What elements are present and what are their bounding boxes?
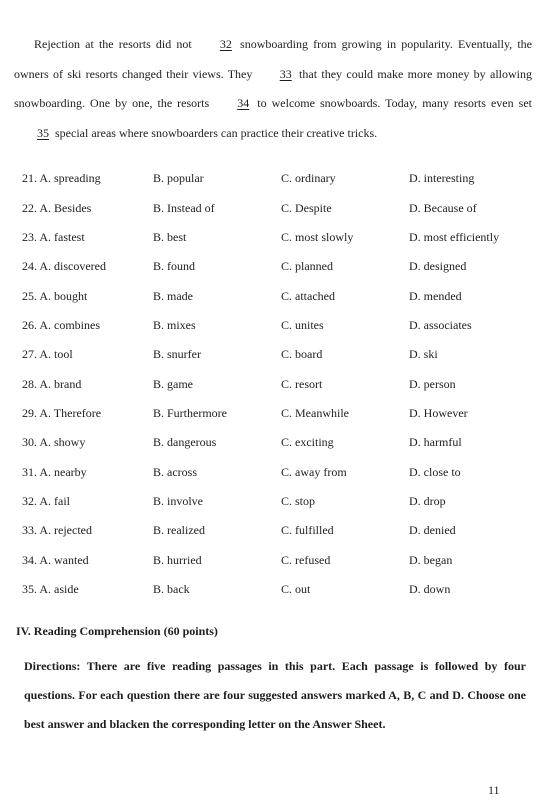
- passage-paragraph: [14, 30, 532, 148]
- question-row: [22, 340, 522, 369]
- option-b: B. realized: [153, 523, 205, 538]
- option-d: D. most efficiently: [409, 229, 500, 244]
- option-d: D. designed: [409, 259, 467, 274]
- option-b: B. found: [153, 259, 195, 274]
- question-row: [22, 545, 522, 574]
- answer-blank-34: 34: [237, 96, 250, 110]
- question-row: [22, 575, 522, 604]
- answer-blank-35: 35: [37, 125, 49, 140]
- question-row: [22, 281, 522, 310]
- option-c: C. unites: [281, 317, 324, 332]
- option-c: C. stop: [281, 493, 316, 508]
- option-c: C. resort: [281, 376, 323, 391]
- section-heading: IV. Reading Comprehension (60 points): [16, 624, 218, 638]
- option-d: D. began: [409, 552, 453, 567]
- option-b: B. Furthermore: [153, 405, 227, 420]
- option-b: B. made: [153, 288, 193, 303]
- option-a: 28. A. brand: [22, 376, 82, 391]
- passage-text: snowboarding from growing in popularity. Eventually, the owners of ski resorts changed their views. They: [14, 37, 532, 81]
- question-row: [22, 487, 522, 516]
- option-b: B. involve: [153, 493, 203, 508]
- option-c: C. board: [281, 347, 323, 362]
- option-b: B. best: [153, 229, 187, 244]
- option-a: 22. A. Besides: [22, 200, 92, 215]
- option-a: 31. A. nearby: [22, 464, 87, 479]
- option-b: B. hurried: [153, 552, 202, 567]
- option-c: C. planned: [281, 259, 333, 274]
- option-b: B. snurfer: [153, 347, 201, 362]
- question-row: [22, 457, 522, 486]
- option-d: D. harmful: [409, 435, 462, 450]
- option-a: 35. A. aside: [22, 581, 79, 596]
- option-d: D. down: [409, 581, 451, 596]
- option-d: D. However: [409, 405, 468, 420]
- option-a: 34. A. wanted: [22, 552, 89, 567]
- passage-text: special areas where snowboarders can practice their creative tricks.: [52, 125, 378, 140]
- answer-options-list: [22, 164, 522, 604]
- option-b: B. dangerous: [153, 435, 217, 450]
- option-b: B. popular: [153, 171, 204, 186]
- option-a: 30. A. showy: [22, 435, 86, 450]
- option-b: B. across: [153, 464, 197, 479]
- option-a: 25. A. bought: [22, 288, 88, 303]
- option-d: D. mended: [409, 288, 462, 303]
- question-row: [22, 516, 522, 545]
- option-a: 32. A. fail: [22, 493, 70, 508]
- page-number: 11: [488, 783, 500, 797]
- directions-paragraph: Directions: There are five reading passages in this part. Each passage is followed by four questions. For each question there are four suggested answers marked A, B, C and D. Choose one best answer and blacken the corresponding letter on the Answer Sheet.: [24, 659, 526, 731]
- option-a: 23. A. fastest: [22, 229, 85, 244]
- option-a: 33. A. rejected: [22, 523, 92, 538]
- option-d: D. close to: [409, 464, 461, 479]
- option-d: D. denied: [409, 523, 456, 538]
- option-c: C. attached: [281, 288, 335, 303]
- question-row: [22, 311, 522, 340]
- question-row: [22, 193, 522, 222]
- question-row: [22, 369, 522, 398]
- option-c: C. away from: [281, 464, 347, 479]
- option-a: 29. A. Therefore: [22, 405, 102, 420]
- passage-text: Rejection at the resorts did not: [34, 37, 197, 51]
- question-row: [22, 399, 522, 428]
- directions-text: [24, 652, 526, 739]
- option-c: C. fulfilled: [281, 523, 334, 538]
- passage-text: that they could make more money by allowing snowboarding. One by one, the resorts: [14, 66, 532, 110]
- option-d: D. associates: [409, 317, 472, 332]
- option-a: 26. A. combines: [22, 317, 100, 332]
- option-c: C. ordinary: [281, 171, 336, 186]
- question-row: [22, 164, 522, 193]
- option-b: B. back: [153, 581, 190, 596]
- option-c: C. most slowly: [281, 229, 354, 244]
- cloze-passage: [14, 30, 532, 148]
- passage-text: to welcome snowboards. Today, many resorts even set: [252, 96, 532, 110]
- option-d: D. ski: [409, 347, 438, 362]
- option-d: D. Because of: [409, 200, 477, 215]
- option-a: 27. A. tool: [22, 347, 73, 362]
- option-b: B. Instead of: [153, 200, 215, 215]
- option-b: B. game: [153, 376, 193, 391]
- option-d: D. drop: [409, 493, 446, 508]
- option-b: B. mixes: [153, 317, 196, 332]
- option-a: 24. A. discovered: [22, 259, 106, 274]
- option-c: C. Meanwhile: [281, 405, 349, 420]
- answer-blank-33: 33: [279, 66, 292, 81]
- option-a: 21. A. spreading: [22, 171, 101, 186]
- option-c: C. exciting: [281, 435, 334, 450]
- option-c: C. out: [281, 581, 311, 596]
- option-d: D. person: [409, 376, 456, 391]
- question-row: [22, 252, 522, 281]
- option-c: C. Despite: [281, 200, 332, 215]
- option-c: C. refused: [281, 552, 331, 567]
- question-row: [22, 223, 522, 252]
- answer-blank-32: 32: [219, 37, 232, 51]
- question-row: [22, 428, 522, 457]
- option-d: D. interesting: [409, 171, 475, 186]
